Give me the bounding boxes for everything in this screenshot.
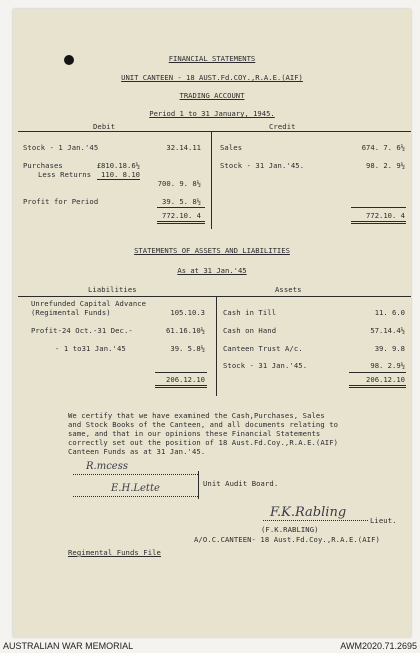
liability-3-label: - 1 to31 Jan.'45 bbox=[55, 344, 126, 353]
assets-label: Assets bbox=[275, 285, 302, 294]
statement-divider bbox=[216, 296, 217, 396]
debit-total-double-a bbox=[157, 221, 205, 222]
credit-total-double-b bbox=[351, 223, 406, 224]
document-title: FINANCIAL STATEMENTS bbox=[168, 54, 256, 63]
statement-title: STATEMENTS OF ASSETS AND LIABILITIES bbox=[134, 246, 290, 255]
debit-total-double-b bbox=[157, 223, 205, 224]
audit-sig-line-1 bbox=[73, 474, 198, 475]
debit-total: 772.10. 4 bbox=[162, 211, 201, 220]
audit-board-label: Unit Audit Board. bbox=[203, 479, 279, 488]
stock-close-value: 98. 2. 9½ bbox=[366, 161, 405, 170]
footer-accession-number: AWM2020.71.2695 bbox=[340, 641, 417, 651]
certification-line-4: correctly set out the position of 18 Aust.Fd.Coy.,R.A.E.(AIF) bbox=[68, 438, 339, 447]
purchases-label: Purchases bbox=[23, 161, 63, 170]
liabilities-total: 206.12.10 bbox=[166, 375, 205, 384]
liability-3-value: 39. 5.8½ bbox=[170, 344, 205, 353]
liab-total-rule bbox=[155, 372, 207, 373]
certification-line-3: same, and that in our opinions these Financial Statements bbox=[68, 429, 321, 438]
assets-total: 206.12.10 bbox=[366, 375, 405, 384]
certification-line-5: Canteen Funds as at 31 Jan.'45. bbox=[68, 447, 206, 456]
asset-3-value: 39. 9.8 bbox=[374, 344, 405, 353]
asset-4-value: 98. 2.9½ bbox=[370, 361, 405, 370]
returns-rule bbox=[97, 179, 140, 180]
asset-1-value: 11. 6.0 bbox=[374, 308, 405, 317]
credit-total-rule bbox=[351, 207, 406, 208]
officer-role: A/O.C.CANTEEN- 18 Aust.Fd.Coy.,R.A.E.(AIF) bbox=[194, 535, 380, 544]
returns-value: 110. 8.10 bbox=[101, 170, 140, 179]
audit-bracket bbox=[198, 471, 199, 499]
statement-date: As at 31 Jan.'45 bbox=[177, 266, 247, 275]
stock-open-label: Stock - 1 Jan.'45 bbox=[23, 143, 99, 152]
trading-header-rule bbox=[18, 131, 411, 132]
liab-total-double-a bbox=[155, 385, 207, 386]
asset-total-rule bbox=[349, 372, 406, 373]
liabilities-label: Liabilities bbox=[88, 285, 137, 294]
period-heading: Period 1 to 31 January, 1945. bbox=[149, 109, 275, 118]
footer-institution: AUSTRALIAN WAR MEMORIAL bbox=[3, 641, 134, 651]
credit-label: Credit bbox=[269, 122, 296, 131]
liability-2-value: 61.16.10½ bbox=[166, 326, 205, 335]
officer-sig-line bbox=[263, 520, 368, 521]
audit-signature-2: E.H.Lette bbox=[111, 483, 160, 494]
debit-total-rule bbox=[157, 207, 205, 208]
profit-label: Profit for Period bbox=[23, 197, 99, 206]
sales-value: 674. 7. 6½ bbox=[361, 143, 405, 152]
liab-total-double-b bbox=[155, 387, 207, 388]
officer-rank: Lieut. bbox=[370, 516, 397, 525]
statement-header-rule bbox=[18, 296, 411, 297]
stock-open-value: 32.14.11 bbox=[166, 143, 201, 152]
debit-label: Debit bbox=[93, 122, 116, 131]
liability-2-label: Profit-24 Oct.-31 Dec.- bbox=[31, 326, 133, 335]
certification-line-1: We certify that we have examined the Cash,Purchases, Sales bbox=[68, 411, 325, 420]
liability-1-line2: (Regimental Funds) bbox=[31, 308, 111, 317]
account-title: TRADING ACCOUNT bbox=[179, 91, 245, 100]
officer-name: (F.K.RABLING) bbox=[261, 525, 319, 534]
asset-total-double-b bbox=[349, 387, 406, 388]
purchases-value: £810.18.6½ bbox=[96, 161, 140, 170]
audit-sig-line-2 bbox=[73, 496, 198, 497]
unit-name: UNIT CANTEEN - 18 AUST.Fd.COY.,R.A.E.(AIF) bbox=[121, 73, 303, 82]
footer-bar bbox=[0, 640, 420, 653]
trading-divider bbox=[211, 131, 212, 229]
credit-total: 772.10. 4 bbox=[366, 211, 405, 220]
returns-label: Less Returns bbox=[38, 170, 92, 179]
asset-3-label: Canteen Trust A/c. bbox=[223, 344, 303, 353]
asset-2-label: Cash on Hand bbox=[223, 326, 277, 335]
net-purchases-value: 700. 9. 8½ bbox=[157, 179, 201, 188]
stock-close-label: Stock - 31 Jan.'45. bbox=[220, 161, 305, 170]
certification-line-2: and Stock Books of the Canteen, and all documents relating to bbox=[68, 420, 339, 429]
sales-label: Sales bbox=[220, 143, 243, 152]
officer-signature: F.K.Rabling bbox=[270, 505, 347, 520]
asset-4-label: Stock - 31 Jan.'45. bbox=[223, 361, 308, 370]
audit-signature-1: R.mcess bbox=[86, 461, 128, 472]
file-note: Regimental Funds File bbox=[68, 548, 161, 557]
credit-total-double-a bbox=[351, 221, 406, 222]
document-page bbox=[13, 9, 411, 637]
liability-1-value: 105.10.3 bbox=[170, 308, 205, 317]
asset-2-value: 57.14.4½ bbox=[370, 326, 405, 335]
asset-total-double-a bbox=[349, 385, 406, 386]
asset-1-label: Cash in Till bbox=[223, 308, 277, 317]
profit-value: 39. 5. 8½ bbox=[162, 197, 201, 206]
liability-1-line1: Unrefunded Capital Advance bbox=[31, 299, 147, 308]
